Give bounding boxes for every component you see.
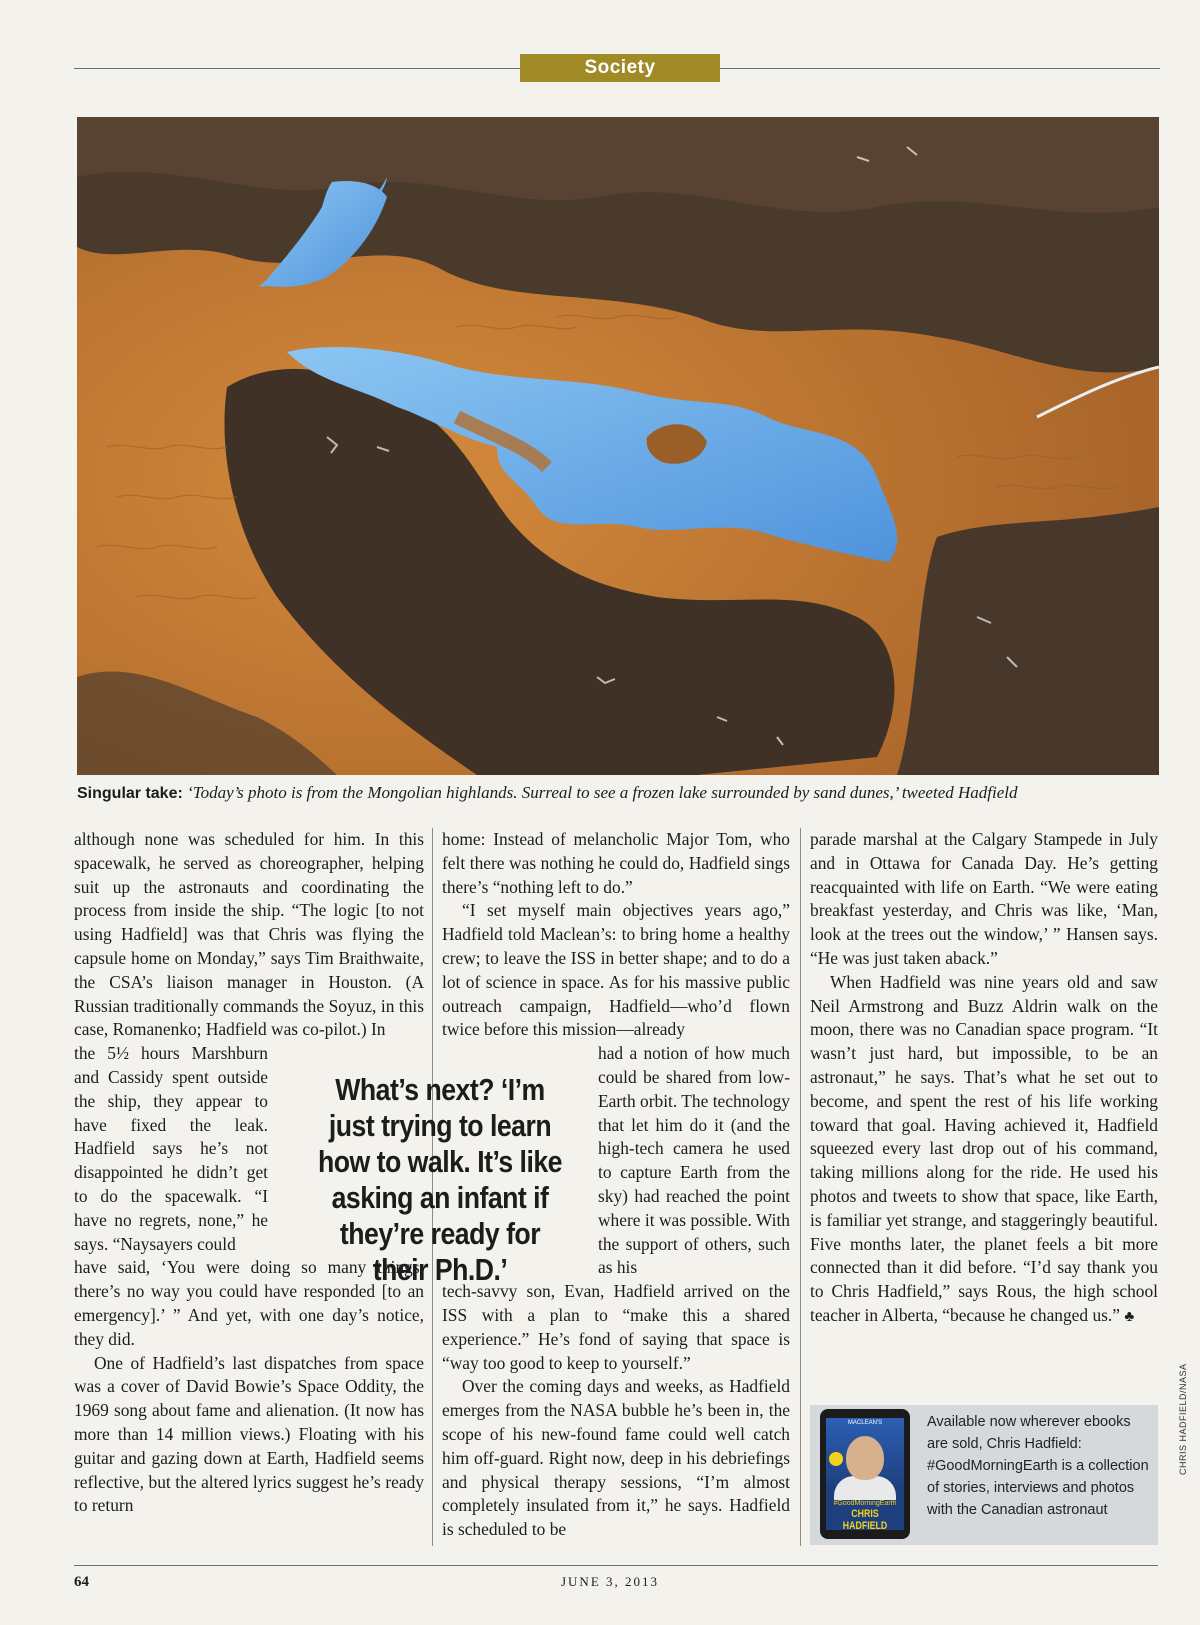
column-divider-2 (800, 828, 801, 1546)
satellite-photo (77, 117, 1159, 775)
col2-paragraph-3: Over the coming days and weeks, as Hadfield emerges from the NASA bubble he’s been in, the scope of his new-found fame could well catch him off-guard. Right now, deep in his debriefings and physical therapy sessions, “I’m almost completely insulated from it,” he says. Hadfield is scheduled to be (442, 1376, 790, 1540)
page-number: 64 (74, 1574, 89, 1590)
ebook-cover (826, 1418, 904, 1530)
cover-hashtag: #GoodMorningEarth (833, 1500, 897, 1507)
caption-text: ‘Today’s photo is from the Mongolian highlands. Surreal to see a frozen lake surrounded by sand dunes,’ tweeted Hadfield (187, 783, 1018, 802)
footer-rule (74, 1565, 1158, 1566)
col1-paragraph-2: One of Hadfield’s last dispatches from space was a cover of David Bowie’s Space Oddity, the 1969 song about fame and alienation. (It now has more than 14 million views.) Floating with his guitar and gazing down at Earth, Hadfield seems reflective, but the altered lyrics suggest he’s ready to return (74, 1352, 424, 1516)
ebook-tablet-image[interactable] (820, 1409, 910, 1539)
pull-quote: What’s next? ‘I’m just trying to learn how to walk. It’s like asking an infant if they’re ready for their Ph.D.’ (318, 1072, 562, 1287)
photo-caption (77, 783, 1159, 803)
article-column-3 (810, 828, 1158, 1330)
col1-paragraph-1-wrap: the 5½ hours Marshburn and Cassidy spent outside the ship, they appear to have fixed the leak. Hadfield says he’s not disappointed he didn’t get to do the spacewalk. “I have no regrets, none,” he says. “Naysayers could (74, 1043, 268, 1254)
col2-paragraph-2-wrap: had a notion of how much could be shared from low-Earth orbit. The technology that let him do it (and the high-tech camera he used to capture Earth from the sky) had reached the point where it was possible. With the support of others, such as his (598, 1043, 790, 1278)
col2-paragraph-2-end: tech-savvy son, Evan, Hadfield arrived on the ISS with a plan to “make this a shared experience.” He’s fond of saying that space is “way too good to keep to yourself.” (442, 1281, 790, 1373)
col1-paragraph-1: although none was scheduled for him. In this spacewalk, he served as choreographer, helping suit up the astronauts and coordinating the process from inside the ship. “The logic [to not using Hadfield] was that Chris was flying the capsule home on Monday,” says Tim Braithwaite, the CSA’s liaison manager in Houston. (A Russian traditionally commands the Soyuz, in this case, Romanenko; Hadfield was co-pilot.) In (74, 829, 424, 1040)
col3-paragraph-1: parade marshal at the Calgary Stampede in July and in Ottawa for Canada Day. He’s getting reacquainted with life on Earth. “We were eating breakfast yesterday, and Chris was like, ‘Man, look at the trees out the window,’ ” Hansen says. “He was just taken aback.” (810, 829, 1158, 968)
header-rule-left (74, 68, 520, 69)
section-tag: Society (520, 54, 720, 82)
cover-name: CHRIS HADFIELD (842, 1508, 888, 1530)
col2-paragraph-2: “I set myself main objectives years ago,” Hadfield told Maclean’s: to bring home a healthy crew; to leave the ISS in better shape; and to do a lot of science in space. As for his massive public outreach campaign, Hadfield—who’d flown twice before this mission—already (442, 900, 790, 1040)
col3-paragraph-2-text: When Hadfield was nine years old and saw Neil Armstrong and Buzz Aldrin walk on the moon, there was no Canadian space program. “It wasn’t just hard, but impossible, to be an astronaut,” he says. That’s what he set out to become, and spent the rest of his life working toward that goal. Having achieved it, Hadfield squeezed every last drop out of his command, taking millions along for the ride. He used his photos and tweets to show that space, like Earth, is familiar yet strange, and staggeringly beautiful. Five months later, the planet feels a bit more connected than it did before. “I’d say thank you to Chris Hadfield,” says Rous, the high school teacher in Alberta, “because he changed us.” (810, 971, 1158, 1325)
caption-label: Singular take: (77, 785, 183, 802)
end-mark-icon: ♣ (1124, 1308, 1135, 1325)
issue-date: JUNE 3, 2013 (560, 1574, 660, 1589)
header-rule-right (720, 68, 1160, 69)
photo-credit: CHRIS HADFIELD/NASA (1178, 1363, 1188, 1475)
ebook-promo[interactable] (810, 1405, 1158, 1545)
article-column-2 (442, 828, 790, 1542)
col1-paragraph-1-end: have said, ‘You were doing so many things, there’s no way you could have responded [to an emergency].’ ” And yet, with one day’s notice, they did. (74, 1257, 424, 1349)
satellite-photo-icon (77, 117, 1159, 775)
astronaut-portrait-icon (846, 1436, 884, 1480)
cover-masthead: MACLEAN'S (847, 1420, 883, 1426)
col3-paragraph-2 (810, 971, 1158, 1330)
col2-paragraph-1: home: Instead of melancholic Major Tom, who felt there was nothing he could do, Hadfield sings there’s “nothing left to do.” (442, 829, 790, 897)
promo-text: Available now wherever ebooks are sold, Chris Hadfield: #GoodMorningEarth is a collection of stories, interviews and photos with the Canadian astronaut (927, 1414, 1149, 1518)
cover-badge-icon (829, 1452, 843, 1466)
